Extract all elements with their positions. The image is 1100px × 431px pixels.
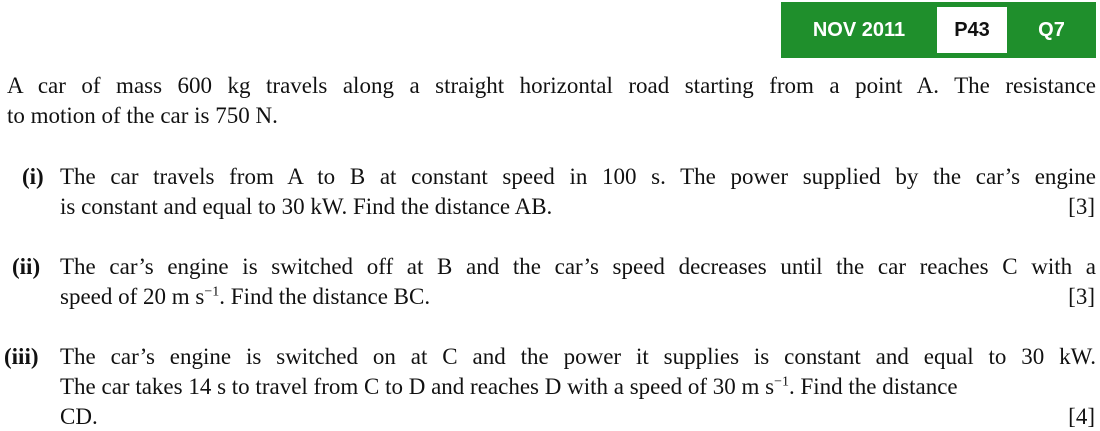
part-iii-marks: [4] xyxy=(1068,404,1095,429)
intro-line-1: A car of mass 600 kg travels along a straight horizontal road starting from a point A. The resistance xyxy=(7,73,1096,98)
question-number: Q7 xyxy=(1038,18,1065,41)
session-label: NOV 2011 xyxy=(812,18,906,41)
part-ii-line-2 xyxy=(60,282,430,312)
part-iii-line-2-tail: . Find the distance xyxy=(788,374,958,399)
question-badge xyxy=(781,2,1096,58)
part-iii-line-2 xyxy=(60,372,958,402)
intro-line-2: to motion of the car is 750 N. xyxy=(7,103,278,128)
part-ii-label: (ii) xyxy=(12,254,41,279)
part-iii-line-2-text: The car takes 14 s to travel from C to D and reaches D with a speed of 30 m s xyxy=(60,374,775,399)
part-ii-line-2-text: speed of 20 m s xyxy=(60,284,205,309)
part-ii-marks: [3] xyxy=(1068,284,1095,309)
paper-label: P43 xyxy=(937,7,1007,53)
part-i-marks: [3] xyxy=(1068,194,1095,219)
part-i-line-2: is constant and equal to 30 kW. Find the distance AB. xyxy=(60,194,553,219)
part-ii-exponent: −1 xyxy=(204,284,220,300)
part-i-label: (i) xyxy=(22,164,44,189)
part-ii-line-1: The car’s engine is switched off at B and the car’s speed decreases until the car reaches C with a xyxy=(60,254,1096,279)
part-iii-line-1: The car’s engine is switched on at C and the power it supplies is constant and equal to 30 kW. xyxy=(60,344,1096,369)
part-i-line-1: The car travels from A to B at constant speed in 100 s. The power supplied by the car’s engine xyxy=(60,164,1096,189)
part-ii-line-2-tail: . Find the distance BC. xyxy=(219,284,431,309)
part-iii-label: (iii) xyxy=(4,344,39,369)
part-iii-line-3: CD. xyxy=(60,404,98,429)
part-iii-exponent: −1 xyxy=(774,374,789,390)
